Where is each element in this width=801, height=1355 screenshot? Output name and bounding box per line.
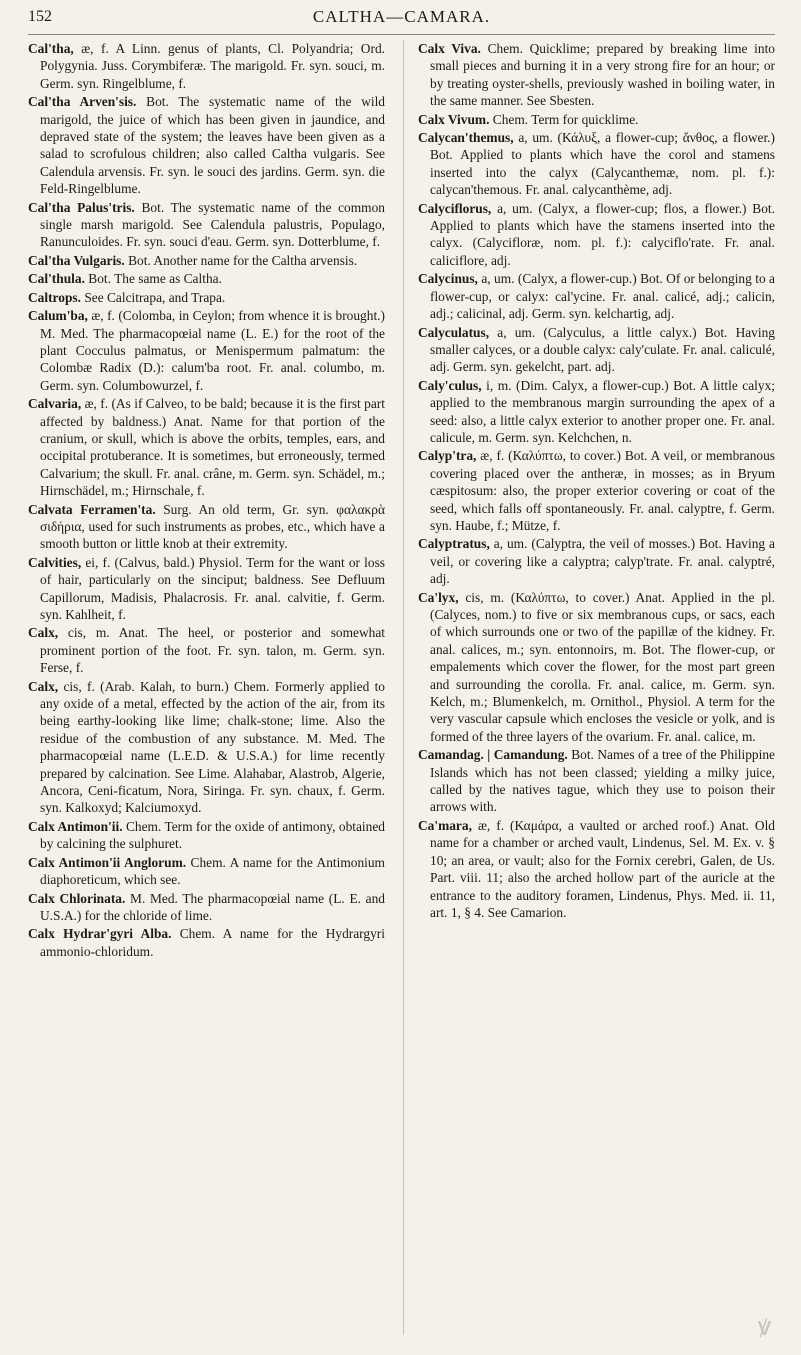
page-number: 152 [28,8,52,25]
entry-headword: Calx, [28,678,59,694]
dictionary-entry [28,678,385,817]
dictionary-entry [418,129,775,199]
dictionary-entry [28,289,385,306]
entry-definition: Bot. The systematic name of the common single marsh marigold. See Calendula palustris, Populago, Ranunculoides. Fr. syn. souci d'eau. Germ. syn. Dotterblume, f. [40,199,385,250]
entry-definition: æ, f. A Linn. genus of plants, Cl. Polyandria; Ord. Polygynia. Juss. Corymbiferæ. The marigold. Fr. syn. souci, m. Germ. syn. Ringelblume, f. [40,41,385,91]
entry-definition: æ, f. (Καλύπτω, to cover.) Bot. A veil, or membranous covering placed over the antheræ, in mosses; as in Bryum cæspitosum: also, the proper exterior covering or coat of the seed, which falls off spontaneously. Fr. anal. calyptre, f. Germ. syn. Haube, f.; Mütze, f. [430,448,775,533]
entry-headword: Calum'ba, [28,308,88,324]
entry-headword: Calx Hydrar'gyri Alba. [28,926,172,942]
dictionary-entry [418,111,775,128]
entry-definition: æ, f. (As if Calveo, to be bald; because it is the first part affected by baldness.) Anat. Name for that portion of the cranium, or skull, which is above the orbits, temples, ears, and occipital protuberance. It is sometimes, but erroneously, termed Calvarium; the skull. Fr. anal. crâne, m. Germ. syn. Schädel, m.; Hirnschädel, m.; Hirnschale, f. [40,396,385,499]
dictionary-entry [418,270,775,322]
dictionary-entry [418,377,775,447]
corner-mark: ꝟ [757,1312,771,1341]
entry-definition: Chem. A name for the Antimonium diaphoreticum, which see. [40,854,385,888]
entry-definition: M. Med. The pharmacopœial name (L. E. and U.S.A.) for the chloride of lime. [40,890,385,923]
dictionary-entry [28,890,385,925]
entry-headword: Calyculatus, [418,324,490,340]
entry-definition: Bot. Names of a tree of the Philippine Islands which has not been classed; yielding a milky juice, called by the natives tague, which they use to poison their arrows with. [430,747,775,815]
dictionary-entry [418,746,775,816]
entry-definition: a, um. (Calyptra, the veil of mosses.) Bot. Having a veil, or covering like a calyptra; calyp'trate. Fr. anal. calyptré, adj. [430,536,775,587]
dictionary-entry [28,270,385,287]
entry-headword: Calvata Ferramen'ta. [28,501,156,517]
dictionary-entry [28,554,385,624]
entry-definition: Bot. The same as Caltha. [88,271,222,287]
dictionary-entry [28,307,385,394]
dictionary-entry [28,501,385,553]
entry-definition: Chem. Term for the oxide of antimony, obtained by calcining the sulphuret. [40,818,385,852]
entry-headword: Calx Viva. [418,41,481,56]
dictionary-entry [28,199,385,251]
entry-headword: Calyciflorus, [418,200,492,216]
entry-headword: Calvities, [28,554,82,570]
dictionary-entry [28,252,385,269]
entry-headword: Calyptratus, [418,536,490,552]
right-column [403,40,775,1335]
left-column [28,40,385,1335]
entry-definition: Bot. Another name for the Caltha arvensis. [128,252,358,268]
dictionary-entry [28,624,385,676]
dictionary-entry [418,447,775,534]
entry-headword: Cal'tha, [28,41,74,56]
running-title: CALTHA—CAMARA. [312,7,491,26]
dictionary-entry [418,40,775,110]
entry-definition: a, um. (Calyculus, a little calyx.) Bot. Having smaller calyces, or a double calyx: caly'culate. Fr. anal. caliculé, adj. Germ. syn. gekelcht, part. adj. [430,324,775,375]
entry-headword: Calx, [28,625,59,641]
page-header [28,0,775,35]
entry-headword: Calyp'tra, [418,448,477,464]
entry-definition: cis, m. Anat. The heel, or posterior and somewhat prominent portion of the foot. Fr. syn. talon, m. Germ. syn. Ferse, f. [40,625,385,676]
entry-definition: æ, f. (Colomba, in Ceylon; from whence it is brought.) M. Med. The pharmacopœial name (L. E.) for the root of the plant Cocculus palmatus, or Menispermum palmatum: the Colombæ Radix (D.): calum'ba root. Fr. anal. columbo, m. Germ. syn. Columbowurzel, f. [40,308,385,393]
entry-definition: Chem. A name for the Hydrargyri ammonio-chloridum. [40,926,385,959]
entry-headword: Calvaria, [28,396,82,412]
entry-headword: Calx Antimon'ii Anglorum. [28,854,187,870]
entry-headword: Caltrops. [28,289,81,305]
dictionary-entry [28,854,385,889]
entry-headword: Caly'culus, [418,377,482,393]
entry-headword: Calx Vivum. [418,111,490,127]
dictionary-entry [28,395,385,499]
entry-headword: Cal'tha Vulgaris. [28,252,125,268]
entry-definition: Bot. The systematic name of the wild marigold, the juice of which has been given in jaundice, and depraved state of the system; the leaves have been given as a salad to scrofulous children; also called Caltha vulgaris. See Calendula arvensis. Fr. syn. le souci des jardins. Germ. syn. die Feld-Ringelblume. [40,94,385,197]
entry-definition: a, um. (Κάλυξ, a flower-cup; ἄνθος, a flower.) Bot. Applied to plants which have the corol and stamens inserted into the calyx (Calycanthemæ, nom. pl. f.): calycan'themous. Fr. anal. calycanthème, adj. [430,130,775,198]
entry-headword: Cal'thula. [28,271,85,287]
entry-headword: Cal'tha Arven'sis. [28,94,137,110]
text-columns [28,40,775,1335]
dictionary-entry [28,40,385,92]
entry-headword: Calx Antimon'ii. [28,818,123,834]
entry-definition: See Calcitrapa, and Trapa. [84,289,226,305]
dictionary-entry [28,925,385,960]
entry-definition: i, m. (Dim. Calyx, a flower-cup.) Bot. A little calyx; applied to the membranous margin surrounding the apex of a seed: also, a little calyx exterior to another proper one. Fr. anal. calicule, m. Germ. syn. Kelchchen, n. [430,377,775,445]
entry-headword: Calx Chlorinata. [28,890,126,906]
entry-headword: Ca'lyx, [418,589,459,605]
entry-headword: Cal'tha Palus'tris. [28,199,135,215]
dictionary-entry [28,93,385,197]
entry-definition: ei, f. (Calvus, bald.) Physiol. Term for the want or loss of hair, particularly on the sinciput; baldness. See Defluum Capillorum, Madisis, Phalacrosis. Fr. anal. calvitie, f. Germ. syn. Kahlheit, f. [40,554,385,622]
entry-headword: Calycan'themus, [418,130,514,146]
entry-definition: Surg. An old term, Gr. syn. φαλακρὰ σιδήρια, used for such instruments as probes, etc., which have a smooth button or little knob at their extremity. [40,501,385,552]
dictionary-entry [28,818,385,853]
dictionary-entry [418,324,775,376]
dictionary-entry [418,589,775,746]
entry-definition: a, um. (Calyx, a flower-cup; flos, a flower.) Bot. Applied to plants which have the stamens inserted into the calyx. (Calycifloræ, nom. pl. f.): calyciflo'rate. Fr. anal. caliciflore, adj. [430,200,775,268]
entry-definition: a, um. (Calyx, a flower-cup.) Bot. Of or belonging to a flower-cup, or calyx: cal'ycine. Fr. anal. calicé, adj.; calicin, adj.; calicinal, adj. Germ. syn. kelchartig, adj. [430,271,775,322]
entry-definition: cis, f. (Arab. Kalah, to burn.) Chem. Formerly applied to any oxide of a metal, effected by the action of the air, from its being earthy-looking like lime; chalk-stone; lime. Also the residue of the combustion of any substance. M. Med. The pharmacopœial name (L.E.D. & U.S.A.) for lime recently prepared by calcination. See Lime. Alahabar, Alastrob, Algerie, Ancora, Ceni-ficatum, Nora, Siringa. Fr. syn. chaux, f. Germ. syn. Kalkoxyd; Kalciumoxyd. [40,678,385,816]
dictionary-entry [418,817,775,921]
entry-definition: Chem. Quicklime; prepared by breaking lime into small pieces and burning it in a very strong fire for an hour; or by treating oyster-shells, previously washed in boiling water, in the same manner. See Sbesten. [430,41,775,109]
entry-headword: Calycinus, [418,271,478,287]
dictionary-entry [418,200,775,270]
entry-definition: Chem. Term for quicklime. [492,111,639,127]
entry-headword: Camandag. | Camandung. [418,747,568,763]
dictionary-entry [418,535,775,587]
entry-headword: Ca'mara, [418,817,472,833]
entry-definition: cis, m. (Καλύπτω, to cover.) Anat. Applied in the pl. (Calyces, nom.) to five or six membranous cups, or sacs, each of which surrounds one or two of the papillæ of the kidney. Fr. anal. calices, m.; syn. entonnoirs, m. Bot. The flower-cup, or empalements which cover the flower, for the most part green and surrounding the corolla. Fr. anal. calice, m. Germ. syn. Kelch, m.; Blumenkelch, m. Ornithol., Physiol. A term for the very vascular capsule which encloses the vesicle or yolk, and is formed of the three layers of the ovarium. Fr. anal. calice, m. [430,589,775,744]
entry-definition: æ, f. (Καμάρα, a vaulted or arched roof.) Anat. Old name for a chamber or arched vault, Lindenus, Sel. M. Ex. v. § 10; an area, or vault; also for the Fornix cerebri, Galen, de Us. Part. viii. 11; also the arched hollow part of the auricle at the entrance to the auditory foramen, Lindenus, Phys. Med. ii. 11, art. 1, § 4. See Camarion. [430,817,775,920]
